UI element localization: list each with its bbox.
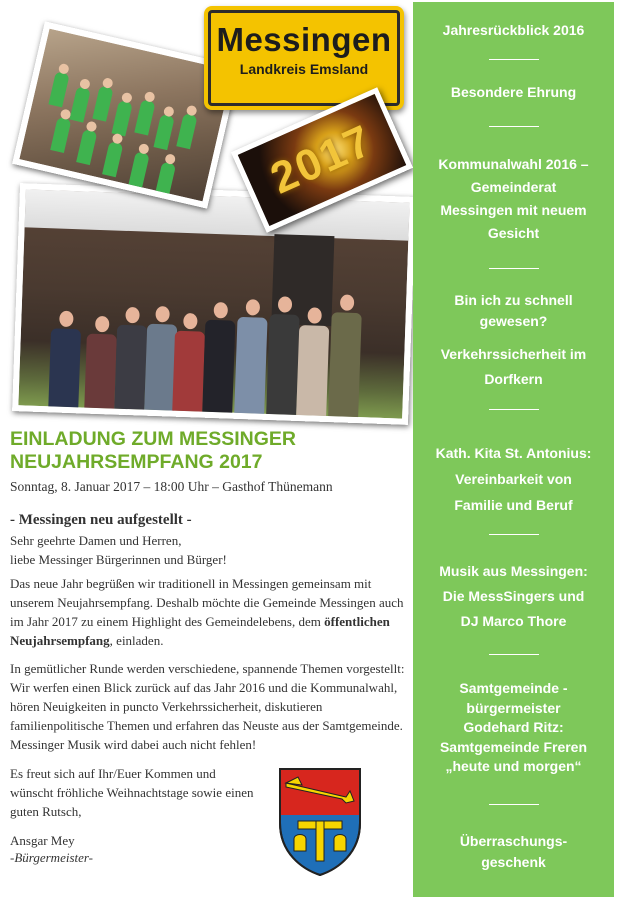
agenda-topic-6-line-1: Musik aus Messingen: <box>439 563 588 579</box>
agenda-topic-7-line-2: bürgermeister <box>466 699 561 716</box>
agenda-topic-8 <box>413 831 614 873</box>
photo-collage <box>12 8 404 400</box>
agenda-topic-8-line-2: geschenk <box>481 854 546 870</box>
agenda-topic-3-line-2: Gemeinderat <box>470 179 557 195</box>
agenda-sidebar <box>413 2 614 897</box>
agenda-topic-8-line-1: Überraschungs- <box>459 833 568 849</box>
agenda-topic-6 <box>413 559 614 634</box>
headline-line-2: NEUJAHRSEMPFANG 2017 <box>10 451 263 473</box>
agenda-topic-5-line-3: Familie und Beruf <box>454 497 573 513</box>
divider <box>489 409 539 410</box>
intro-end-text: , einladen. <box>109 633 164 648</box>
agenda-topic-4 <box>413 290 614 332</box>
agenda-topic-4-line-4: Dorfkern <box>484 371 543 387</box>
divider <box>489 59 539 60</box>
event-date-line: Sonntag, 8. Januar 2017 – 18:00 Uhr – Gasthof Thünemann <box>10 479 333 494</box>
group-photo <box>12 183 416 425</box>
agenda-topic-5-line-1: Kath. Kita St. Antonius: <box>435 445 592 461</box>
group-people <box>48 260 373 421</box>
salutation <box>10 531 412 569</box>
agenda-topic-4-line-1: Bin ich zu schnell <box>454 292 573 308</box>
divider <box>489 268 539 269</box>
headline-line-1: EINLADUNG ZUM MESSINGER <box>10 428 297 450</box>
agenda-topic-7-line-3: Godehard Ritz: <box>463 719 564 735</box>
agenda-topic-5 <box>413 440 614 518</box>
agenda-topic-4-line-3: Verkehrssicherheit im <box>440 346 587 362</box>
agenda-topic-3-line-3: Messingen mit neuem <box>440 202 587 218</box>
town-sign-district: Landkreis Emsland <box>239 61 369 77</box>
agenda-topic-7-line-4: Samtgemeinde Freren <box>439 738 588 755</box>
divider <box>489 126 539 127</box>
agenda-topic-6-line-3: DJ Marco Thore <box>460 613 567 629</box>
divider <box>489 534 539 535</box>
signature <box>10 832 93 866</box>
agenda-topic-4-line-2: gewesen? <box>479 313 548 329</box>
intro-paragraph <box>10 574 412 650</box>
agenda-topic-6-line-2: Die MessSingers und <box>442 588 585 604</box>
intro-text: Das neue Jahr begrüßen wir traditionell in Messingen gemeinsam mit unserem Neujahrsempfang. Deshalb möchte die Gemeinde Messingen auch im Jahr 2017 zu einem Highlight des Gemeindelebens, dem <box>10 576 404 629</box>
topics-paragraph: In gemütlicher Runde werden verschiedene, spannende Themen vorgestellt: Wir werfen einen Blick zurück auf das Jahr 2016 und die Kommunalwahl, hören Neuigkeiten in puncto Verkehrssicherheit, diskutieren familienpolitische Themen und erfahren das Neuste aus der Samtgemeinde. Messinger Musik wird dabei auch nicht fehlen! <box>10 661 405 752</box>
choir-photo <box>12 21 240 208</box>
section-title: - Messingen neu aufgestellt - <box>10 512 192 528</box>
invitation-headline <box>10 428 405 474</box>
salutation-line-1: Sehr geehrte Damen und Herren, <box>10 533 182 548</box>
coat-of-arms-icon <box>276 765 364 877</box>
agenda-topic-1: Jahresrückblick 2016 <box>442 22 585 38</box>
closing-paragraph: Es freut sich auf Ihr/Euer Kommen und wünscht fröhliche Weihnachtstage sowie einen guten Rutsch, <box>10 766 254 819</box>
intro-bold-text: öffentlichen Neujahrsempfang <box>10 614 390 648</box>
divider <box>489 804 539 805</box>
salutation-line-2: liebe Messinger Bürgerinnen und Bürger! <box>10 552 227 567</box>
divider <box>489 654 539 655</box>
agenda-topic-5-line-2: Vereinbarkeit von <box>455 471 572 487</box>
agenda-topic-2: Besondere Ehrung <box>450 84 577 100</box>
agenda-topic-7 <box>413 679 614 777</box>
agenda-topic-3 <box>413 153 614 245</box>
agenda-topic-7-line-5: „heute und morgen“ <box>445 758 582 774</box>
agenda-topic-4b <box>413 342 614 392</box>
agenda-topic-3-line-4: Gesicht <box>487 225 540 241</box>
agenda-topic-3-line-1: Kommunalwahl 2016 – <box>438 156 589 172</box>
new-year-graphic: 2017 <box>231 87 413 232</box>
signature-name: Ansgar Mey <box>10 833 75 848</box>
agenda-topic-7-line-1: Samtgemeinde - <box>459 680 568 696</box>
town-sign-name: Messingen <box>216 21 392 58</box>
signature-role: -Bürgermeister- <box>10 850 94 865</box>
